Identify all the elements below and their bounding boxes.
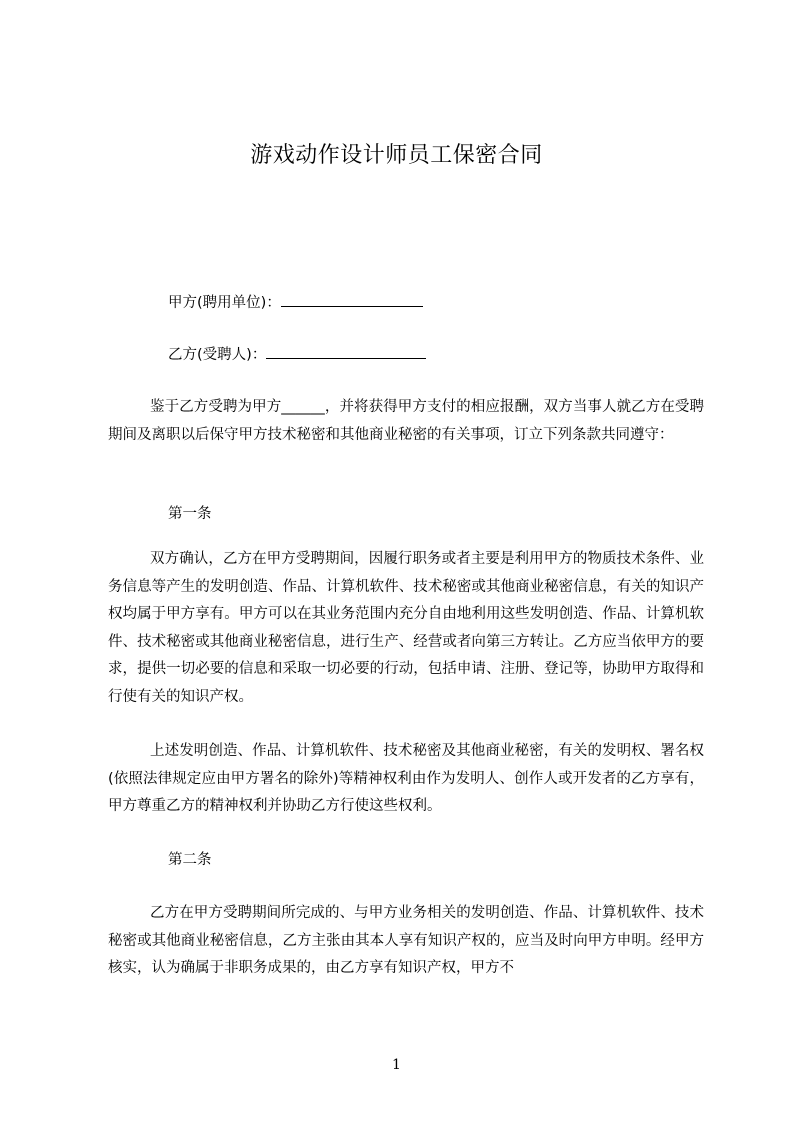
article-1-heading: 第一条: [168, 506, 212, 522]
article-1-paragraph-1: 双方确认，乙方在甲方受聘期间，因履行职务或者主要是利用甲方的物质技术条件、业务信息等产生的发明创造、作品、计算机软件、技术秘密或其他商业秘密信息，有关的知识产权均属于甲方享有。甲方可以在其业务范围内充分自由地利用这些发明创造、作品、计算机软件、技术秘密或其他商业秘密信息，进行生产、经营或者向第三方转让。乙方应当依甲方的要求，提供一切必要的信息和采取一切必要的行动，包括申请、注册、登记等，协助甲方取得和行使有关的知识产权。: [108, 551, 704, 705]
party-b-field: [168, 344, 426, 365]
party-b-blank-line: [266, 344, 426, 359]
party-a-field: [168, 292, 423, 313]
preamble-paragraph: 鉴于乙方受聘为甲方______，并将获得甲方支付的相应报酬，双方当事人就乙方在受聘期间及离职以后保守甲方技术秘密和其他商业秘密的有关事项，订立下列条款共同遵守：: [108, 399, 704, 443]
article-1-paragraph-2: 上述发明创造、作品、计算机软件、技术秘密及其他商业秘密，有关的发明权、署名权(依照法律规定应由甲方署名的除外)等精神权利由作为发明人、创作人或开发者的乙方享有，甲方尊重乙方的精神权利并协助乙方行使这些权利。: [108, 743, 704, 815]
party-a-blank-line: [281, 292, 423, 307]
party-a-label: 甲方(聘用单位)：: [168, 295, 281, 311]
party-b-label: 乙方(受聘人)：: [168, 347, 267, 363]
article-2-heading: 第二条: [168, 852, 212, 868]
page-number: 1: [392, 1057, 401, 1073]
article-2-paragraph-1: 乙方在甲方受聘期间所完成的、与甲方业务相关的发明创造、作品、计算机软件、技术秘密或其他商业秘密信息，乙方主张由其本人享有知识产权的，应当及时向甲方申明。经甲方核实，认为确属于非职务成果的，由乙方享有知识产权，甲方不: [108, 905, 704, 977]
document-title: 游戏动作设计师员工保密合同: [250, 143, 543, 168]
